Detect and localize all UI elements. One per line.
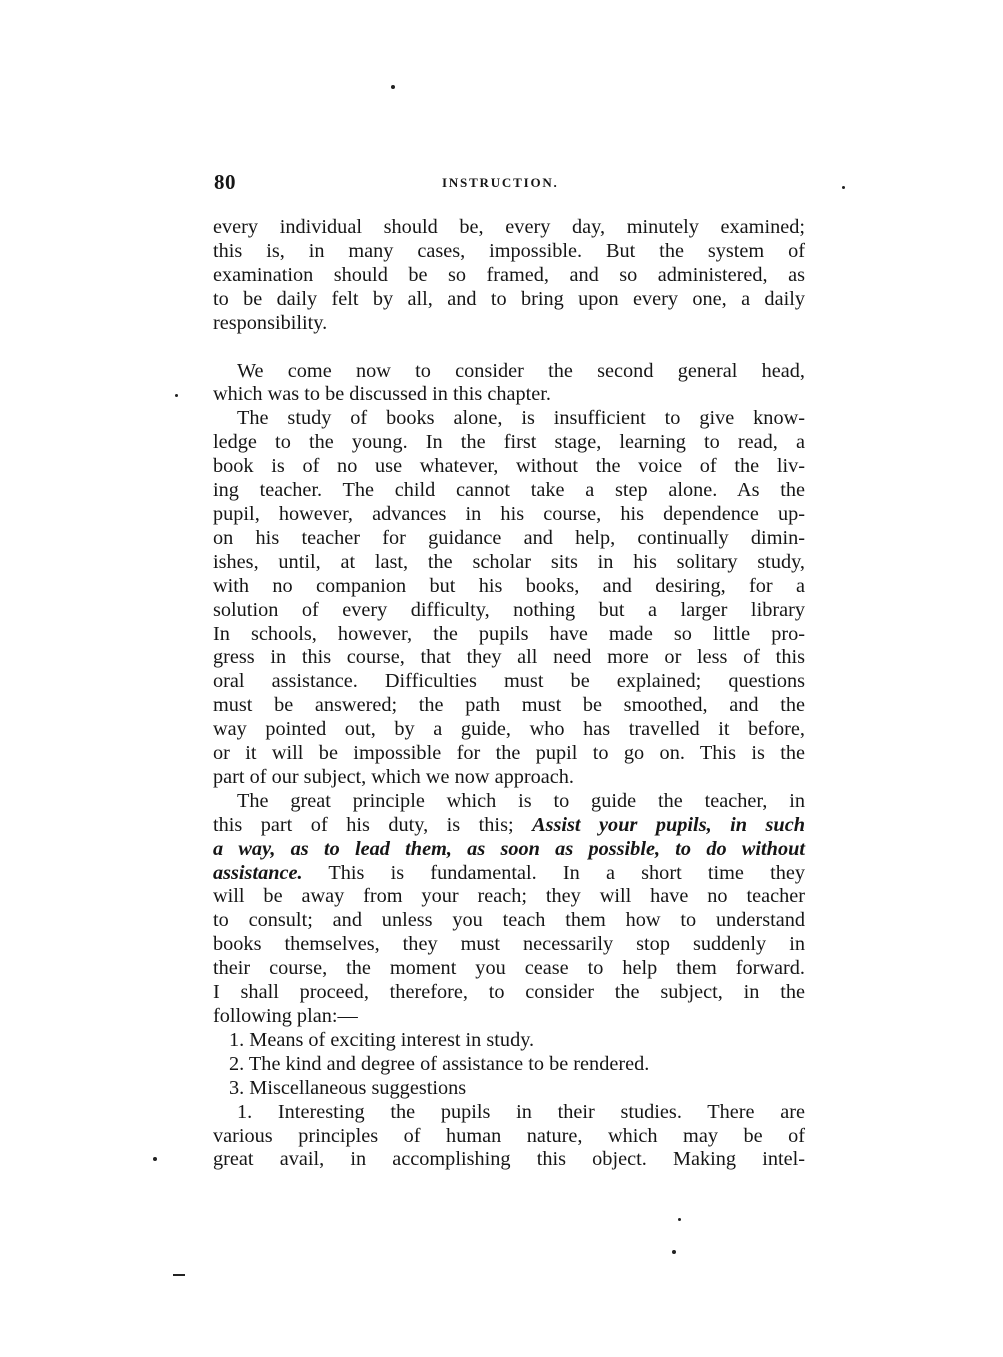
text-line: books themselves, they must necessarily stop suddenly in [213, 933, 805, 956]
running-head: INSTRUCTION. [442, 175, 559, 190]
text-line: We come now to consider the second general head, [237, 359, 805, 382]
text-line: The study of books alone, is insufficient to give know- [237, 407, 805, 430]
text-line: this is, in many cases, impossible. But the system of [213, 239, 805, 262]
paragraph-examination [213, 216, 805, 336]
plan-list [213, 1029, 805, 1101]
plan-item: 3. Miscellaneous suggestions [229, 1076, 467, 1099]
text-line: will be away from your reach; they will have no teacher [213, 885, 805, 908]
text-line: or it will be impossible for the pupil to go on. This is the [213, 742, 805, 765]
scan-speck [672, 1250, 676, 1254]
text-line: examination should be so framed, and so administered, as [213, 263, 805, 286]
text-line: gress in this course, that they all need more or less of this [213, 646, 805, 669]
text-line: which was to be discussed in this chapter. [213, 383, 551, 406]
text-line: with no companion but his books, and desiring, for a [213, 574, 805, 597]
scan-speck [175, 394, 178, 397]
paragraph-gap [213, 336, 805, 360]
body-text [213, 216, 805, 1172]
scan-speck [153, 1157, 157, 1161]
text-line: following plan:— [213, 1005, 358, 1027]
text-line [213, 838, 805, 862]
scan-speck [842, 186, 845, 189]
text-line: to be daily felt by all, and to bring upon every one, a daily [213, 287, 805, 310]
text-line: ishes, until, at last, the scholar sits in his solitary study, [213, 550, 805, 573]
text-line: their course, the moment you cease to help them forward. [213, 957, 805, 980]
text-line: pupil, however, advances in his course, his dependence up- [213, 502, 805, 525]
text-line: must be answered; the path must be smoothed, and the [213, 694, 805, 717]
text-line: various principles of human nature, which may be of [213, 1124, 805, 1147]
plan-item: 2. The kind and degree of assistance to be rendered. [229, 1052, 650, 1075]
page-header [214, 170, 806, 196]
text-line: The great principle which is to guide the teacher, in [237, 789, 805, 812]
scan-speck [173, 1274, 185, 1276]
text-line: way pointed out, by a guide, who has travelled it before, [213, 718, 805, 741]
text-line: on his teacher for guidance and help, continually dimin- [213, 526, 805, 549]
text-line: to consult; and unless you teach them how to understand [213, 909, 805, 932]
text-line [213, 814, 805, 838]
text-line: solution of every difficulty, nothing but a larger library [213, 598, 805, 621]
emphasized-principle: assistance. [213, 861, 303, 884]
paragraph-second-head [213, 360, 805, 408]
text-line: In schools, however, the pupils have made so little pro- [213, 622, 805, 645]
emphasized-principle: Assist your pupils, in such [532, 813, 805, 836]
text-line: book is of no use whatever, without the voice of the liv- [213, 455, 805, 478]
plan-item: 1. Means of exciting interest in study. [229, 1028, 535, 1051]
text-line: part of our subject, which we now approach. [213, 765, 575, 788]
text-line [213, 862, 805, 886]
text-line: responsibility. [213, 311, 328, 334]
text-line: every individual should be, every day, minutely examined; [213, 216, 805, 238]
text-line: 1. Interesting the pupils in their studies. There are [237, 1100, 805, 1123]
paragraph-great-principle [213, 790, 805, 1029]
paragraph-study-of-books [213, 407, 805, 790]
text-line: I shall proceed, therefore, to consider the subject, in the [213, 981, 805, 1004]
emphasized-principle: a way, as to lead them, as soon as possible, to do without [213, 837, 805, 860]
scan-speck [391, 85, 395, 89]
text-run: This is fundamental. In a short time they [302, 861, 805, 884]
scan-speck [678, 1218, 681, 1221]
text-line: great avail, in accomplishing this object. Making intel- [213, 1148, 805, 1171]
text-line: ing teacher. The child cannot take a step alone. As the [213, 479, 805, 502]
page-number: 80 [214, 170, 236, 194]
text-run: this part of his duty, is this; [213, 813, 533, 836]
text-line: ledge to the young. In the first stage, learning to read, a [213, 431, 805, 454]
paragraph-interesting-pupils [213, 1101, 805, 1173]
text-line: oral assistance. Difficulties must be explained; questions [213, 670, 805, 693]
